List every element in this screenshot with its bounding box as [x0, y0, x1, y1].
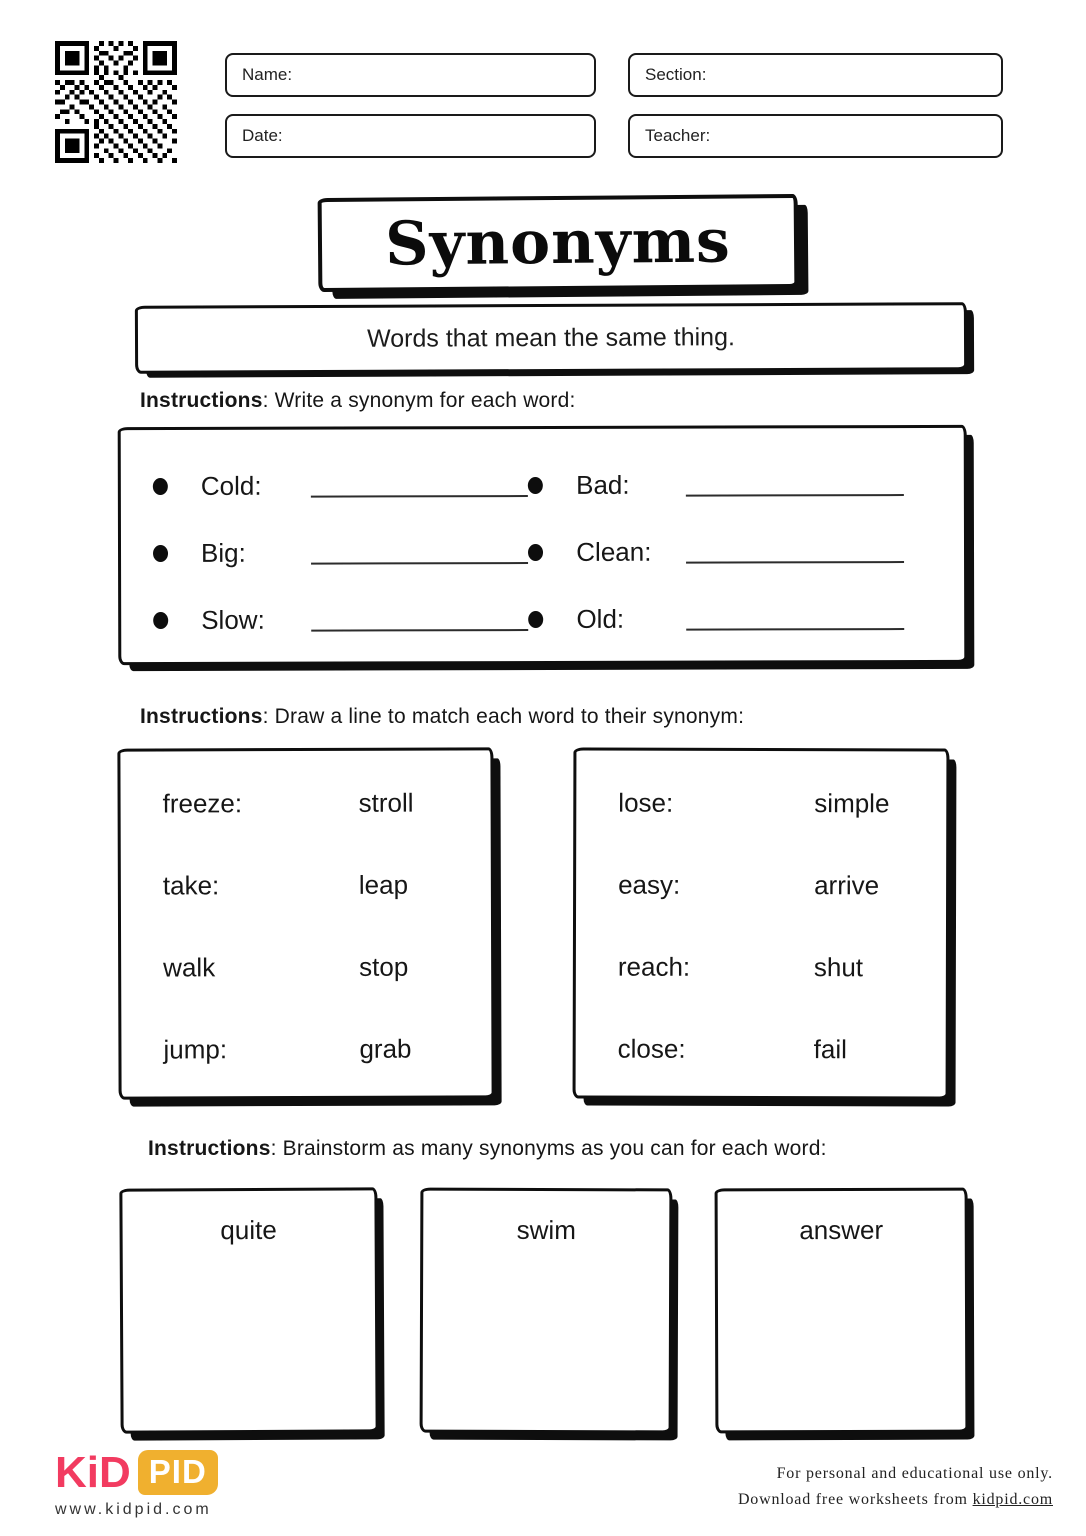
match-row — [163, 1032, 491, 1065]
name-field[interactable] — [225, 53, 596, 97]
answer-blank[interactable] — [686, 606, 904, 631]
page-title: Synonyms — [384, 206, 732, 280]
match-row — [618, 869, 946, 902]
instructions-match — [140, 705, 744, 729]
synonym-word: Clean: — [576, 536, 652, 567]
synonym-item — [153, 536, 528, 569]
kidpid-link[interactable]: kidpid.com — [972, 1490, 1053, 1508]
brainstorm-box-swim[interactable] — [420, 1188, 673, 1434]
brainstorm-word: quite — [220, 1214, 277, 1246]
subtitle-box — [135, 302, 967, 374]
footer-note — [738, 1461, 1053, 1512]
brainstorm-box-answer[interactable] — [715, 1188, 969, 1434]
date-field[interactable] — [225, 114, 596, 158]
answer-blank[interactable] — [311, 540, 528, 565]
match-synonym[interactable]: grab — [359, 1033, 412, 1064]
section-field-label: Section: — [645, 65, 707, 84]
match-row — [163, 950, 491, 983]
logo-pid-badge: PID — [138, 1450, 218, 1495]
instructions-match-label: Instructions — [140, 705, 263, 728]
match-synonym[interactable]: shut — [813, 952, 864, 983]
synonym-word: Cold: — [200, 470, 262, 501]
title-box — [318, 194, 799, 292]
bullet-icon — [153, 611, 168, 628]
match-word[interactable]: walk — [163, 952, 216, 983]
brainstorm-word: answer — [799, 1214, 884, 1246]
match-row — [618, 787, 946, 820]
date-field-label: Date: — [242, 126, 283, 145]
match-row — [618, 951, 946, 984]
answer-blank[interactable] — [311, 473, 528, 498]
match-word[interactable]: reach: — [617, 951, 691, 982]
match-word[interactable]: close: — [617, 1033, 686, 1064]
write-synonym-box — [118, 425, 968, 665]
match-synonym[interactable]: stroll — [358, 787, 414, 818]
synonym-word: Big: — [200, 537, 246, 568]
download-note — [738, 1487, 1053, 1513]
answer-blank[interactable] — [686, 539, 904, 564]
logo-kid-text: KiD — [55, 1447, 131, 1497]
name-field-label: Name: — [242, 65, 293, 84]
synonym-item — [528, 468, 926, 501]
instructions-brainstorm-label: Instructions — [148, 1137, 271, 1160]
bullet-icon — [528, 476, 543, 493]
synonym-word: Slow: — [201, 604, 265, 635]
match-synonym[interactable]: fail — [813, 1034, 847, 1065]
match-word[interactable]: take: — [162, 870, 220, 901]
synonym-item — [528, 535, 926, 568]
match-synonym[interactable]: leap — [358, 869, 409, 900]
download-note-prefix: Download free worksheets from — [737, 1490, 973, 1508]
synonym-item — [153, 469, 528, 502]
match-word[interactable]: lose: — [618, 787, 674, 818]
bullet-icon — [528, 610, 543, 627]
instructions-write-label: Instructions — [140, 389, 263, 412]
match-synonym[interactable]: stop — [359, 951, 409, 982]
instructions-write-text: : Write a synonym for each word: — [262, 389, 576, 412]
synonym-word: Bad: — [576, 469, 630, 500]
match-word[interactable]: jump: — [163, 1034, 228, 1065]
instructions-write — [140, 389, 576, 413]
instructions-brainstorm — [148, 1137, 827, 1161]
match-row — [618, 1033, 946, 1066]
qr-code-icon — [55, 40, 177, 164]
match-row — [163, 786, 491, 819]
match-synonym[interactable]: arrive — [814, 870, 880, 901]
usage-note: For personal and educational use only. — [776, 1465, 1053, 1482]
teacher-field[interactable] — [628, 114, 1003, 158]
instructions-brainstorm-text: : Brainstorm as many synonyms as you can for each word: — [270, 1137, 827, 1160]
match-word[interactable]: easy: — [618, 869, 681, 900]
brainstorm-box-quite[interactable] — [119, 1187, 378, 1433]
match-row — [163, 868, 491, 901]
synonym-word: Old: — [576, 603, 625, 634]
match-box-left — [117, 747, 494, 1099]
synonym-item — [153, 603, 528, 636]
answer-blank[interactable] — [686, 472, 904, 497]
match-box-right — [573, 748, 950, 1100]
answer-blank[interactable] — [311, 607, 528, 632]
bullet-icon — [153, 544, 168, 561]
brainstorm-word: swim — [516, 1214, 576, 1246]
section-field[interactable] — [628, 53, 1003, 97]
bullet-icon — [153, 477, 168, 494]
kidpid-logo — [55, 1447, 218, 1519]
match-synonym[interactable]: simple — [814, 788, 890, 819]
match-word[interactable]: freeze: — [162, 788, 243, 819]
synonym-item — [528, 602, 926, 635]
teacher-field-label: Teacher: — [645, 126, 711, 145]
subtitle-text: Words that mean the same thing. — [367, 322, 735, 353]
instructions-match-text: : Draw a line to match each word to their synonym: — [262, 705, 745, 728]
bullet-icon — [528, 543, 543, 560]
website-text: www.kidpid.com — [55, 1501, 212, 1518]
